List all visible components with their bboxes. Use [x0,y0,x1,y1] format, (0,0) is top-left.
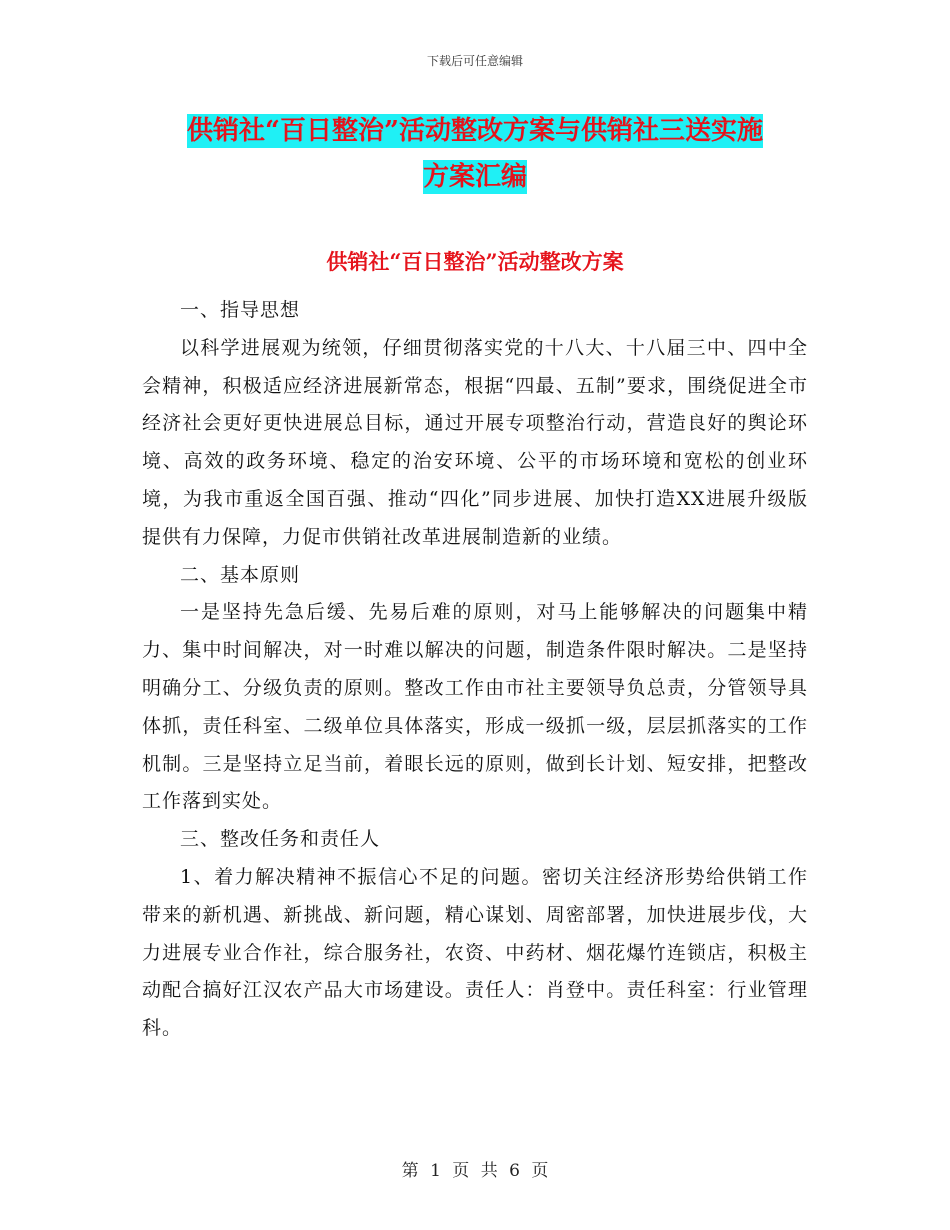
title-line-2 [0,154,950,200]
paragraph-task-1: 1、着力解决精神不振信心不足的问题。密切关注经济形势给供销工作带来的新机遇、新挑战、新问题，精心谋划、周密部署，加快进展步伐，大力进展专业合作社，综合服务社，农资、中药材、烟花爆竹连锁店，积极主动配合搞好江汉农产品大市场建设。责任人：肖登中。责任科室：行业管理科。 [142,865,808,1040]
header-note: 下载后可任意编辑 [426,54,523,68]
paragraph-guiding-thought: 以科学进展观为统领，仔细贯彻落实党的十八大、十八届三中、四中全会精神，积极适应经济进展新常态，根据“四最、五制”要求，围绕促进全市经济社会更好更快进展总目标，通过开展专项整治行动，营造良好的舆论环境、高效的政务环境、稳定的治安环境、公平的市场环境和宽松的创业环境，为我市重返全国百强、推动“四化”同步进展、加快打造XX进展升级版提供有力保障，力促市供销社改革进展制造新的业绩。 [142,336,808,548]
document-title [0,108,950,200]
document-body [142,292,808,1048]
heading-tasks: 三、整改任务和责任人 [180,828,381,851]
section-title: 供销社“百日整治”活动整改方案 [326,249,624,274]
paragraph-basic-principles: 一是坚持先急后缓、先易后难的原则，对马上能够解决的问题集中精力、集中时间解决，对一时难以解决的问题，制造条件限时解决。二是坚持明确分工、分级负责的原则。整改工作由市社主要领导负总责，分管领导具体抓，责任科室、二级单位具体落实，形成一级抓一级，层层抓落实的工作机制。三是坚持立足当前，着眼长远的原则，做到长计划、短安排，把整改工作落到实处。 [142,601,808,813]
heading-guiding-thought: 一、指导思想 [180,299,301,321]
heading-basic-principles: 二、基本原则 [180,563,301,586]
title-line-1-text: 供销社“百日整治”活动整改方案与供销社三送实施 [187,116,763,146]
title-line-2-text: 方案汇编 [422,162,527,192]
title-line-1 [0,108,950,154]
page-footer: 第 1 页 共 6 页 [401,1161,549,1181]
